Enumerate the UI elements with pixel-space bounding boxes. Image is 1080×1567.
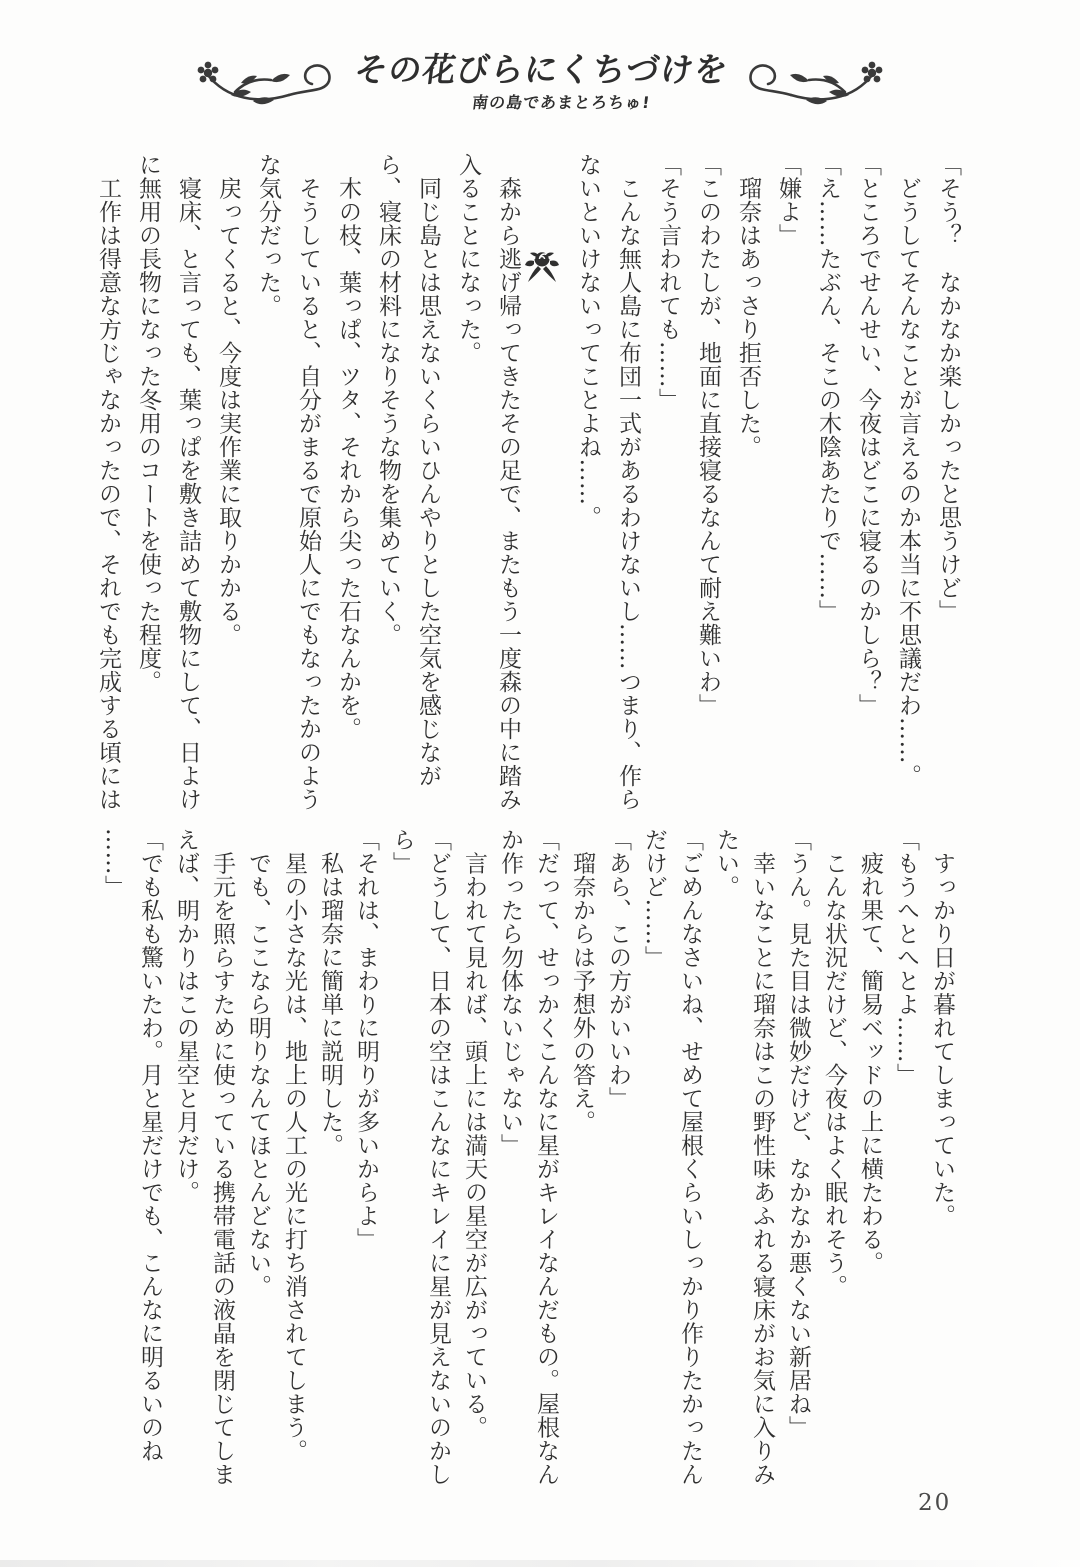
text-column: どうしてそんなことが言えるのか本当に不思議だわ……。 — [895, 153, 921, 788]
logo-title: その花びらにくちづけを — [352, 50, 731, 90]
text-column: 森から逃げ帰ってきたその足で、またもう一度森の中に踏み — [495, 153, 521, 811]
bottom-text-block — [96, 828, 960, 1496]
text-column: 「ところでせんせい、今夜はどこに寝るのかしら？」 — [855, 153, 881, 717]
text-column: 私は瑠奈に簡単に説明した。 — [317, 828, 343, 1157]
text-column: 同じ島とは思えないくらいひんやりとした空気を感じなが — [415, 153, 441, 788]
text-column: 幸いなことに瑠奈はこの野性味あふれる寝床がお気に入りみ — [749, 828, 775, 1486]
text-column: 手元を照らすために使っている携帯電話の液晶を閉じてしま — [209, 828, 235, 1486]
text-column: 「うん。見た目は微妙だけど、なかなか悪くない新居ね」 — [785, 828, 811, 1439]
vine-flourish-icon — [197, 48, 347, 118]
text-column: 疲れ果て、簡易ベッドの上に横たわる。 — [857, 828, 883, 1275]
text-column: たい。 — [713, 828, 739, 899]
text-column: 工作は得意な方じゃなかったので、それでも完成する頃には — [95, 153, 121, 811]
text-column: 「嫌よ」 — [775, 153, 801, 247]
rose-icon — [524, 245, 560, 291]
vine-flourish-icon — [733, 48, 883, 118]
text-column: すっかり日が暮れてしまっていた。 — [929, 828, 955, 1228]
text-column: だけど……」 — [641, 828, 667, 969]
text-column: でも、ここなら明りなんてほとんどない。 — [245, 828, 271, 1298]
text-column: 「そう？ なかなか楽しかったと思うけど」 — [935, 153, 961, 623]
text-column: 「もうへとへとよ……」 — [893, 828, 919, 1087]
logo-text — [349, 52, 730, 113]
text-column: か作ったら勿体ないじゃない」 — [497, 828, 523, 1157]
text-column: そうしていると、自分がまるで原始人にでもなったかのよう — [295, 153, 321, 811]
text-column: 戻ってくると、今度は実作業に取りかかる。 — [215, 153, 241, 647]
text-column: な気分だった。 — [255, 153, 281, 318]
text-column: 寝床、と言っても、葉っぱを敷き詰めて敷物にして、日よけ — [175, 153, 201, 811]
logo-header — [0, 48, 1080, 118]
text-column: 「え……たぶん、そこの木陰あたりで……」 — [815, 153, 841, 623]
text-column: 木の枝、葉っぱ、ツタ、それから尖った石なんかを。 — [335, 153, 361, 741]
text-column: 言われて見れば、頭上には満天の星空が広がっている。 — [461, 828, 487, 1439]
text-column: ら、寝床の材料になりそうな物を集めていく。 — [375, 153, 401, 647]
text-column: 「それは、まわりに明りが多いからよ」 — [353, 828, 379, 1251]
page-number: 20 — [918, 1490, 952, 1516]
scan-edge-shadow — [0, 1560, 1080, 1567]
text-column: 星の小さな光は、地上の人工の光に打ち消されてしまう。 — [281, 828, 307, 1463]
text-column: に無用の長物になった冬用のコートを使った程度。 — [135, 153, 161, 694]
text-column: 「どうして、日本の空はこんなにキレイに星が見えないのかし — [425, 828, 451, 1486]
text-column: 入ることになった。 — [455, 153, 481, 365]
text-column: こんな状況だけど、今夜はよく眠れそう。 — [821, 828, 847, 1298]
text-column: 「このわたしが、地面に直接寝るなんて耐え難いわ」 — [695, 153, 721, 717]
text-column: ……」 — [101, 828, 127, 899]
text-column: ないといけないってことよね……。 — [575, 153, 601, 529]
text-column: 「でも私も驚いたわ。月と星だけでも、こんなに明るいのね — [137, 828, 163, 1463]
text-column: えば、明かりはこの星空と月だけ。 — [173, 828, 199, 1204]
text-column: 「ごめんなさいね、せめて屋根くらいしっかり作りたかったん — [677, 828, 703, 1486]
text-column: こんな無人島に布団一式があるわけないし……つまり、作ら — [615, 153, 641, 811]
text-column: 「だって、せっかくこんなに星がキレイなんだもの。屋根なん — [533, 828, 559, 1486]
text-column: 瑠奈はあっさり拒否した。 — [735, 153, 761, 459]
logo-subtitle: 南の島であまとろちゅ! — [471, 93, 652, 113]
text-column: ら」 — [389, 828, 415, 875]
text-column: 瑠奈からは予想外の答え。 — [569, 828, 595, 1134]
text-column: 「あら、この方がいいわ」 — [605, 828, 631, 1110]
text-column: 「そう言われても……」 — [655, 153, 681, 412]
